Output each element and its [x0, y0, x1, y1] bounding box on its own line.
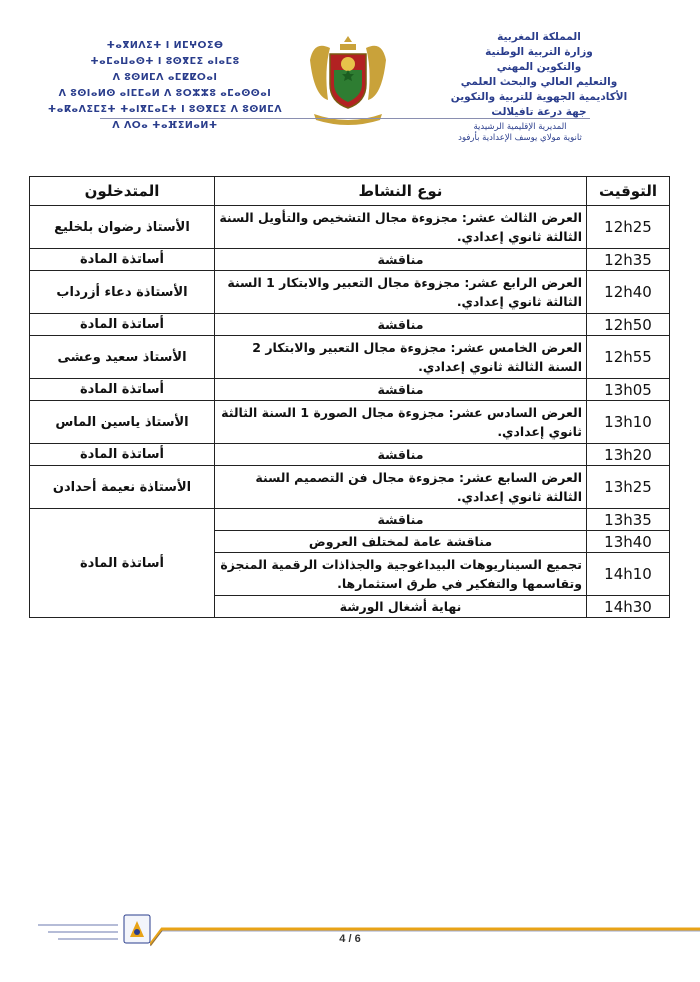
activity-cell: تجميع السيناريوهات البيداغوجية والجذاذات الرقمية المنجزة وتقاسمها والتفكير في طرق استثمارها.: [215, 553, 587, 596]
school-logo-icon: [28, 913, 154, 947]
speaker-cell: الأستاذة دعاء أزرداب: [30, 271, 215, 314]
arabic-header: [424, 30, 654, 120]
activity-cell: مناقشة: [215, 314, 587, 336]
time-cell: 13h20: [587, 444, 670, 466]
tifinagh-line: ⴷ ⵓⵙⵏⴰⵍⵙ ⴰⵏⵎⵎⴰⵍ ⴷ ⵓⵔⵣⵣⵓ ⴰⵎⴰⵙⵙⴰⵏ: [58, 88, 272, 99]
time-cell: 12h35: [587, 249, 670, 271]
page-number: 4 / 6: [339, 933, 361, 945]
arabic-header-line: والتعليم العالي والبحث العلمي: [460, 76, 618, 88]
coat-of-arms-icon: [300, 30, 396, 130]
speaker-cell: أساتذة المادة: [30, 444, 215, 466]
activity-cell: مناقشة عامة لمختلف العروض: [215, 531, 587, 553]
header-time: التوقيت: [587, 177, 670, 206]
speaker-cell: أساتذة المادة: [30, 379, 215, 401]
activity-cell: نهاية أشغال الورشة: [215, 596, 587, 618]
tifinagh-line: ⵜⴰⴽⴰⴷⵉⵎⵉⵜ ⵜⴰⵏⴳⵎⴰⵎⵜ ⵏ ⵓⵙⴳⵎⵉ ⴷ ⵓⵙⵍⵎⴷ: [47, 104, 283, 115]
time-cell: 12h50: [587, 314, 670, 336]
speaker-cell: أساتذة المادة: [30, 314, 215, 336]
activity-cell: العرض السابع عشر: مجزوءة مجال فن التصميم السنة الثالثة ثانوي إعدادي.: [215, 466, 587, 509]
activity-cell: العرض الخامس عشر: مجزوءة مجال التعبير والابتكار 2 السنة الثالثة ثانوي إعدادي.: [215, 336, 587, 379]
table-row: [30, 401, 670, 444]
footer-decoration: [150, 925, 700, 947]
table-row: [30, 249, 670, 271]
table-row: [30, 444, 670, 466]
header-activity: نوع النشاط: [215, 177, 587, 206]
speaker-cell: الأستاذ ياسين الماس: [30, 401, 215, 444]
page-header: [0, 0, 700, 150]
activity-cell: مناقشة: [215, 509, 587, 531]
time-cell: 13h40: [587, 531, 670, 553]
arabic-header-line: وزارة التربية الوطنية: [485, 46, 593, 58]
header-speaker: المتدخلون: [30, 177, 215, 206]
arabic-header-line: والتكوين المهني: [496, 61, 582, 73]
arabic-header-line: المملكة المغربية: [497, 31, 581, 43]
tifinagh-line: ⴷ ⵓⵙⵍⵎⴷ ⴰⵎⵇⵇⵔⴰⵏ: [112, 72, 218, 83]
speaker-cell: الأستاذ رضوان بلخليع: [30, 206, 215, 249]
schedule-table: [29, 176, 670, 618]
activity-cell: مناقشة: [215, 249, 587, 271]
time-cell: 13h35: [587, 509, 670, 531]
school-line: ثانوية مولاي يوسف الإعدادية بأرفود: [458, 133, 582, 143]
time-cell: 12h55: [587, 336, 670, 379]
header-divider: [100, 118, 590, 119]
table-row: [30, 314, 670, 336]
activity-cell: مناقشة: [215, 444, 587, 466]
time-cell: 13h10: [587, 401, 670, 444]
time-cell: 13h05: [587, 379, 670, 401]
activity-cell: العرض السادس عشر: مجزوءة مجال الصورة 1 السنة الثالثة ثانوي إعدادي.: [215, 401, 587, 444]
time-cell: 12h25: [587, 206, 670, 249]
tifinagh-header: [40, 38, 290, 134]
tifinagh-line: ⴷ ⴷⵔⴰ ⵜⴰⴼⵉⵍⴰⵍⵜ: [112, 120, 218, 131]
arabic-header-line: الأكاديمية الجهوية للتربية والتكوين: [450, 91, 628, 103]
school-subheader: [420, 122, 620, 144]
table-row: [30, 271, 670, 314]
speaker-cell: الأستاذة نعيمة أحدادن: [30, 466, 215, 509]
merged-speaker-cell: أساتذة المادة: [30, 509, 215, 618]
time-cell: 12h40: [587, 271, 670, 314]
speaker-cell: الأستاذ سعيد وعشى: [30, 336, 215, 379]
tifinagh-line: ⵜⴰⴳⵍⴷⵉⵜ ⵏ ⵍⵎⵖⵔⵉⴱ: [106, 40, 224, 51]
table-row: [30, 466, 670, 509]
time-cell: 13h25: [587, 466, 670, 509]
table-row: [30, 509, 670, 531]
directorate-line: المديرية الإقليمية الرشيدية: [473, 122, 567, 132]
activity-cell: العرض الرابع عشر: مجزوءة مجال التعبير والابتكار 1 السنة الثالثة ثانوي إعدادي.: [215, 271, 587, 314]
speaker-cell: أساتذة المادة: [30, 249, 215, 271]
arabic-header-line: جهة درعة تافيلالت: [491, 106, 587, 118]
table-row: [30, 336, 670, 379]
table-row: [30, 379, 670, 401]
activity-cell: العرض الثالث عشر: مجزوءة مجال التشخيص والتأويل السنة الثالثة ثانوي إعدادي.: [215, 206, 587, 249]
time-cell: 14h10: [587, 553, 670, 596]
activity-cell: مناقشة: [215, 379, 587, 401]
tifinagh-line: ⵜⴰⵎⴰⵡⴰⵙⵜ ⵏ ⵓⵙⴳⵎⵉ ⴰⵏⴰⵎⵓ: [90, 56, 240, 67]
time-cell: 14h30: [587, 596, 670, 618]
table-header-row: [30, 177, 670, 206]
table-row: [30, 206, 670, 249]
